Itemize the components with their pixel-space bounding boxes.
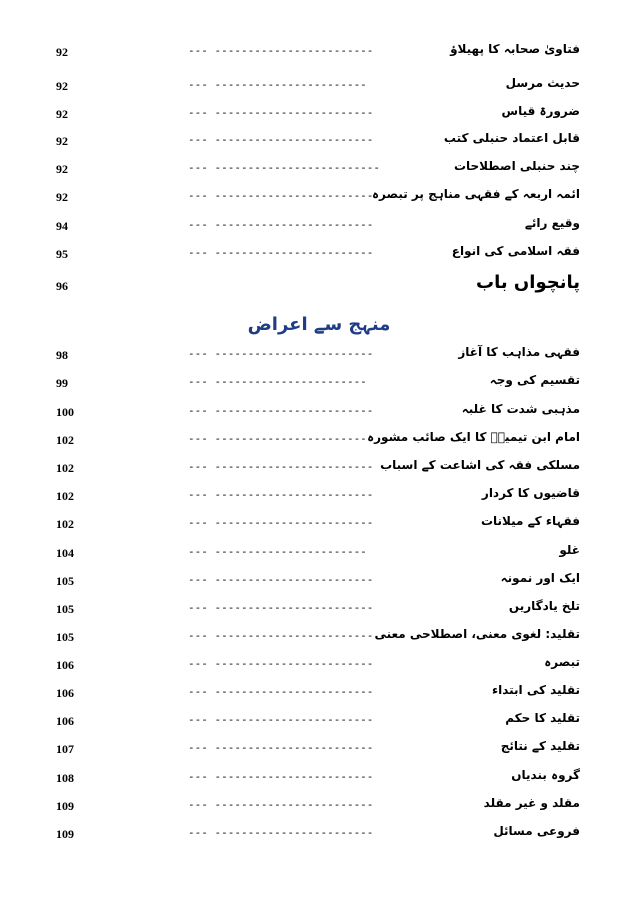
toc-entry — [0, 627, 638, 651]
dot-leader: --- ------------------------ — [188, 685, 374, 698]
page-number: 92 — [56, 162, 68, 176]
entry-title: تلخ یادگاریں — [508, 599, 580, 613]
page-number: 105 — [56, 630, 74, 644]
page-number: 95 — [56, 247, 68, 261]
entry-title: امام ابن تیمیہؒ کا ایک صائب مشورہ — [367, 430, 580, 444]
page-number: 108 — [56, 771, 74, 785]
page-number: 106 — [56, 686, 74, 700]
dot-leader: --- ------------------------ — [188, 218, 374, 231]
entry-title: وقیع رائے — [524, 216, 580, 230]
entry-title: مسلکی فقہ کی اشاعت کے اسباب — [380, 458, 580, 472]
dot-leader: --- ----------------------- — [188, 375, 367, 388]
dot-leader: --- ------------------------ — [188, 629, 374, 642]
page-number: 92 — [56, 190, 68, 204]
page-number: 92 — [56, 134, 68, 148]
toc-entry — [0, 824, 638, 848]
page-number: 104 — [56, 546, 74, 560]
page-number: 98 — [56, 348, 68, 362]
toc-entry — [0, 739, 638, 763]
page-number: 92 — [56, 107, 68, 121]
entry-title: تقلید کا حکم — [505, 711, 580, 725]
dot-leader: --- ------------------------ — [188, 133, 374, 146]
dot-leader: --- ------------------------ — [188, 404, 374, 417]
entry-title: گروہ بندیاں — [511, 768, 580, 782]
entry-title: فقہ اسلامی کی انواع — [451, 244, 580, 258]
entry-title: غلو — [559, 543, 580, 557]
toc-entry — [0, 796, 638, 820]
entry-title: تقلید کی ابتداء — [491, 683, 580, 697]
page-number: 105 — [56, 602, 74, 616]
entry-title: مذہبی شدت کا غلبہ — [461, 402, 580, 416]
page-number: 107 — [56, 742, 74, 756]
toc-entry — [0, 345, 638, 369]
page-number: 92 — [56, 45, 68, 59]
toc-entry — [0, 373, 638, 397]
dot-leader: --- ------------------------ — [188, 601, 374, 614]
entry-title: فتاویٰ صحابہ کا پھیلاؤ — [450, 42, 580, 56]
chapter-title: پانچواں باب — [476, 272, 580, 293]
toc-entry — [0, 486, 638, 510]
toc-chapter-entry — [0, 272, 638, 300]
dot-leader: --- ------------------------ — [188, 516, 374, 529]
page-number: 94 — [56, 219, 68, 233]
toc-entry — [0, 76, 638, 100]
section-heading: منہج سے اعراض — [247, 314, 391, 335]
dot-leader: --- ------------------------ — [188, 713, 374, 726]
toc-entry — [0, 430, 638, 454]
toc-entry — [0, 42, 638, 66]
dot-leader: --- ----------------------- — [188, 545, 367, 558]
toc-entry — [0, 187, 638, 211]
dot-leader: --- ------------------------ — [188, 189, 374, 202]
toc-entry — [0, 599, 638, 623]
toc-entry — [0, 768, 638, 792]
entry-title: چند حنبلی اصطلاحات — [453, 159, 580, 173]
page-number: 109 — [56, 799, 74, 813]
dot-leader: --- ------------------------ — [188, 44, 374, 57]
toc-entry — [0, 543, 638, 567]
dot-leader: --- ----------------------- — [188, 78, 367, 91]
entry-title: تبصرہ — [544, 655, 580, 669]
page-number: 102 — [56, 489, 74, 503]
dot-leader: --- ----------------------- — [188, 432, 367, 445]
page-number: 92 — [56, 79, 68, 93]
dot-leader: --- ------------------------ — [188, 347, 374, 360]
entry-title: فروعی مسائل — [493, 824, 580, 838]
entry-title: قاضیوں کا کردار — [481, 486, 580, 500]
entry-title: ائمہ اربعہ کے فقہی مناہج پر تبصرہ — [372, 187, 580, 201]
toc-entry — [0, 131, 638, 155]
dot-leader: --- ------------------------ — [188, 460, 374, 473]
page-number: 106 — [56, 714, 74, 728]
entry-title: فقہی مذاہب کا آغاز — [458, 345, 580, 359]
toc-entry — [0, 159, 638, 183]
dot-leader: --- ------------------------ — [188, 798, 374, 811]
toc-entry — [0, 655, 638, 679]
dot-leader: --- ------------------------ — [188, 741, 374, 754]
dot-leader: --- ------------------------ — [188, 657, 374, 670]
dot-leader: --- ------------------------ — [188, 573, 374, 586]
entry-title: تقلید: لغوی معنی، اصطلاحی معنی — [374, 627, 580, 641]
page-number: 102 — [56, 517, 74, 531]
page-number: 102 — [56, 433, 74, 447]
dot-leader: --- ------------------------ — [188, 488, 374, 501]
toc-entry — [0, 711, 638, 735]
page-number: 102 — [56, 461, 74, 475]
entry-title: تقسیم کی وجہ — [489, 373, 580, 387]
page-number: 99 — [56, 376, 68, 390]
toc-entry — [0, 402, 638, 426]
toc-entry — [0, 683, 638, 707]
dot-leader: --- ------------------------ — [188, 770, 374, 783]
dot-leader: --- ------------------------ — [188, 246, 374, 259]
toc-entry — [0, 244, 638, 268]
toc-entry — [0, 571, 638, 595]
page-number: 96 — [56, 279, 68, 293]
entry-title: حدیث مرسل — [505, 76, 580, 90]
toc-entry — [0, 458, 638, 482]
page-number: 100 — [56, 405, 74, 419]
page-number: 106 — [56, 658, 74, 672]
entry-title: مقلد و غیر مقلد — [483, 796, 580, 810]
dot-leader: --- ------------------------ — [188, 826, 374, 839]
page-number: 109 — [56, 827, 74, 841]
entry-title: فقہاء کے میلانات — [480, 514, 580, 528]
toc-entry — [0, 514, 638, 538]
toc-entry — [0, 216, 638, 240]
entry-title: ضرورۃ قیاس — [501, 104, 580, 118]
dot-leader: --- ------------------------- — [188, 161, 381, 174]
entry-title: قابل اعتماد حنبلی کتب — [443, 131, 580, 145]
entry-title: ایک اور نمونہ — [500, 571, 580, 585]
dot-leader: --- ------------------------ — [188, 106, 374, 119]
entry-title: تقلید کے نتائج — [500, 739, 580, 753]
page-number: 105 — [56, 574, 74, 588]
toc-entry — [0, 104, 638, 128]
